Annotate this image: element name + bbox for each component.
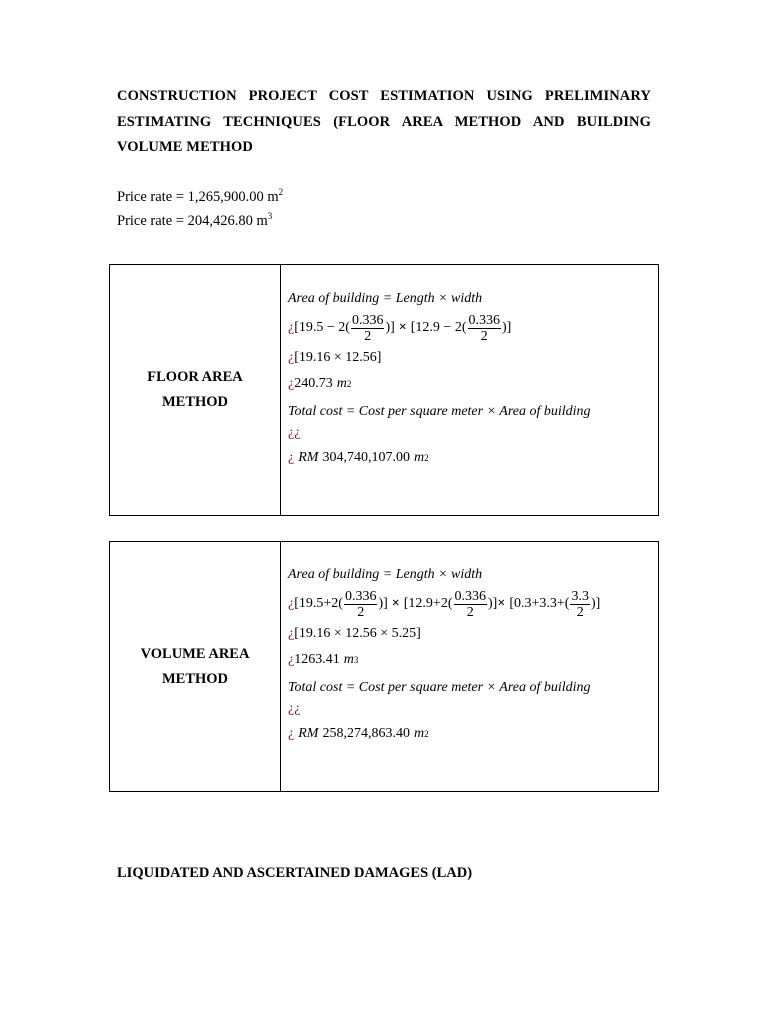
volume-eq-substitution-part-d: )] [488, 596, 498, 611]
volume-area-calculation [281, 542, 659, 792]
volume-eq-fraction-3 [570, 589, 590, 620]
floor-eq-total-cost-marker: ¿ [288, 450, 295, 465]
floor-eq-dimensions-value: [19.16 × 12.56] [294, 350, 382, 365]
volume-area-label [110, 542, 281, 792]
volume-eq-substitution-part-f: )] [590, 596, 601, 611]
price-rate-area-exponent: 2 [278, 187, 284, 197]
volume-eq-substitution-part-e: [0.3+3.3+( [509, 596, 570, 611]
volume-eq-dimensions-marker: ¿ [288, 626, 295, 641]
floor-eq-total-cost-formula: Total cost = Cost per square meter × Area of building [288, 404, 591, 419]
fraction-numerator: 0.336 [454, 588, 486, 604]
volume-eq-fraction-1 [344, 589, 378, 620]
floor-eq-dimensions [288, 348, 658, 368]
volume-eq-volume-result: ¿ 1263.41 m 3 [288, 652, 359, 667]
floor-eq-dimensions-marker: ¿ [288, 350, 295, 365]
fraction-numerator: 0.336 [351, 312, 384, 328]
floor-eq-area-unit: m [336, 376, 347, 391]
floor-eq-substitution-part-b: )] [385, 320, 395, 335]
floor-eq-area-result-marker: ¿ [288, 376, 295, 391]
floor-eq-area-formula: Area of building = Length × width [288, 291, 483, 306]
price-rate-area [117, 187, 283, 207]
floor-eq-fraction-1 [351, 313, 385, 344]
volume-eq-substitution-part-b: )] [378, 596, 388, 611]
volume-eq-total-cost-formula: Total cost = Cost per square meter × Area of building [288, 680, 591, 695]
volume-eq-substitution-part-a: [19.5+2( [294, 596, 343, 611]
volume-eq-substitution [288, 587, 658, 621]
volume-eq-dimensions [288, 624, 658, 644]
volume-area-label-line2: METHOD [161, 670, 229, 687]
floor-eq-total-cost-unit: m [413, 450, 425, 465]
fraction-numerator: 0.336 [344, 588, 377, 604]
volume-eq-total-cost-result: ¿ RM 258,274,863.40 m 2 [288, 726, 429, 741]
floor-eq-times: × [398, 320, 407, 335]
fraction-numerator: 3.3 [571, 588, 589, 604]
fraction-numerator: 0.336 [468, 312, 500, 328]
volume-eq-volume-result-marker: ¿ [288, 652, 295, 667]
floor-area-label-line2: METHOD [161, 394, 229, 410]
volume-eq-dimensions-value: [19.16 × 12.56 × 5.25] [294, 626, 421, 641]
volume-eq-substitution-part-c: [12.9+2( [403, 596, 453, 611]
floor-eq-fraction-2 [468, 313, 502, 344]
floor-area-label-line1: FLOOR AREA [147, 369, 243, 385]
document-title: CONSTRUCTION PROJECT COST ESTIMATION USING PRELIMINARY ESTIMATING TECHNIQUES (FLOOR AREA METHOD AND BUILDING VOLUME METHOD [117, 88, 651, 155]
floor-eq-substitution [288, 311, 658, 345]
floor-eq-currency: RM [298, 450, 319, 465]
floor-eq-area-value: 240.73 [294, 376, 333, 391]
floor-eq-area-result: ¿ 240.73 m 2 [288, 376, 352, 391]
volume-eq-volume-unit: m [343, 652, 354, 667]
floor-eq-substitution-part-d: )] [502, 320, 512, 335]
volume-eq-area-formula: Area of building = Length × width [288, 567, 483, 582]
volume-eq-times-2: × [497, 596, 506, 611]
volume-eq-fraction-2 [454, 589, 488, 620]
fraction-denominator: 2 [357, 604, 365, 620]
floor-eq-substitution-part-a: [19.5 − 2( [294, 320, 350, 335]
floor-eq-total-cost-value: 304,740,107.00 [322, 450, 410, 465]
price-rate-volume [117, 211, 272, 231]
floor-eq-substitution-part-c: [12.9 − 2( [410, 320, 467, 335]
fraction-denominator: 2 [364, 328, 372, 344]
fraction-denominator: 2 [576, 604, 584, 620]
floor-area-label [110, 265, 281, 516]
volume-eq-total-cost-value: 258,274,863.40 [322, 726, 410, 741]
price-rate-volume-text: Price rate = 204,426.80 m [117, 213, 268, 229]
floor-area-calculation [281, 265, 659, 516]
volume-eq-currency: RM [298, 726, 319, 741]
price-rate-volume-exponent: 3 [267, 211, 273, 221]
floor-area-table [109, 264, 659, 516]
floor-eq-placeholder: ¿¿ [288, 425, 301, 440]
volume-eq-total-cost-marker: ¿ [288, 726, 295, 741]
floor-eq-total-cost-result: ¿ RM 304,740,107.00 m 2 [288, 450, 429, 465]
price-rate-area-text: Price rate = 1,265,900.00 m [117, 189, 279, 205]
volume-area-label-line1: VOLUME AREA [140, 645, 250, 662]
fraction-denominator: 2 [480, 328, 488, 344]
volume-eq-volume-value: 1263.41 [294, 652, 340, 667]
volume-eq-total-cost-unit: m [413, 726, 425, 741]
volume-eq-placeholder: ¿¿ [288, 701, 301, 716]
volume-eq-times-1: × [391, 596, 400, 611]
volume-area-table [109, 541, 659, 792]
floor-eq-substitution-marker: ¿ [288, 320, 295, 335]
lad-heading: LIQUIDATED AND ASCERTAINED DAMAGES (LAD) [117, 865, 473, 881]
fraction-denominator: 2 [466, 604, 474, 620]
volume-eq-substitution-marker: ¿ [288, 596, 295, 611]
